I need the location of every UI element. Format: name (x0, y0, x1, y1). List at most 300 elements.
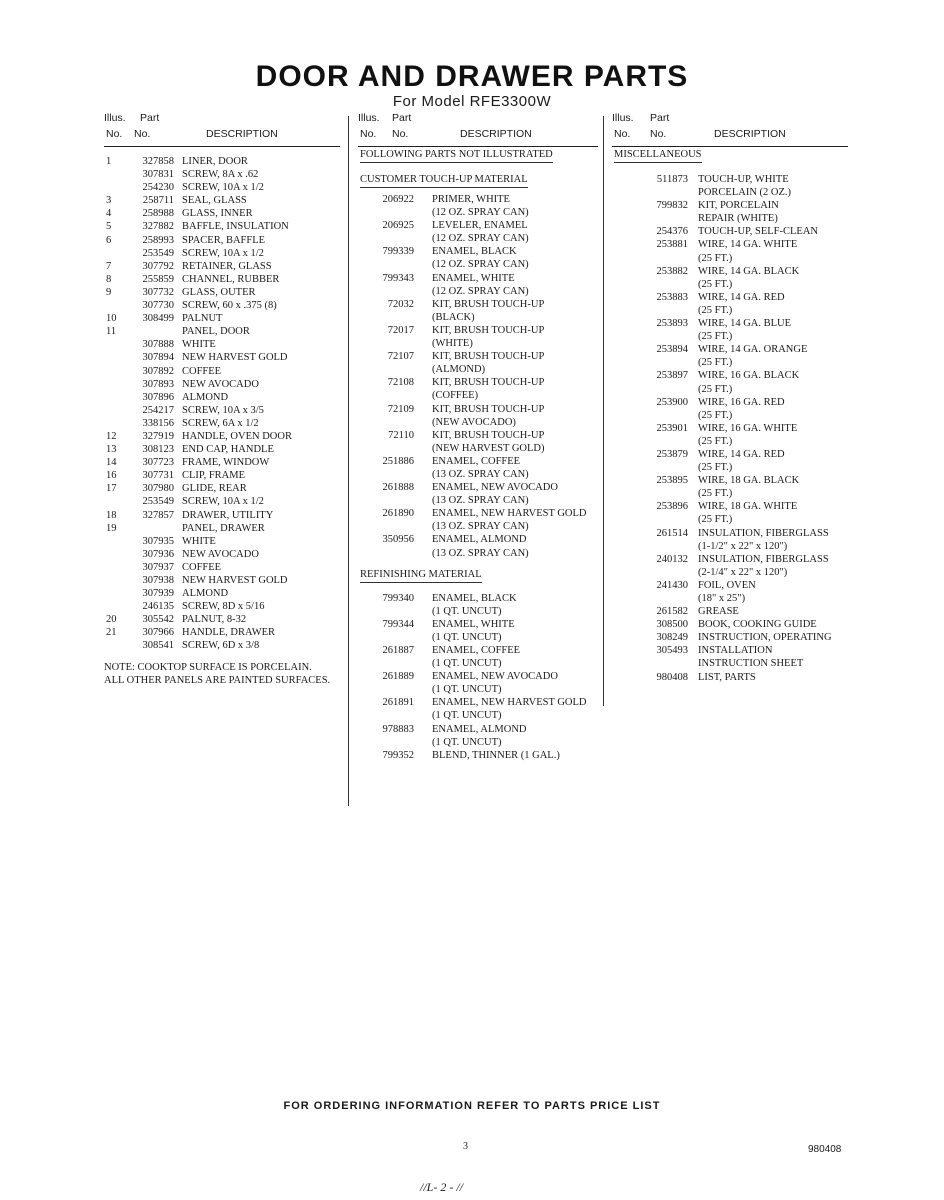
part-number: 307892 (142, 365, 174, 377)
page-title: DOOR AND DRAWER PARTS (255, 60, 689, 93)
part-row (358, 683, 598, 696)
part-number: 254217 (142, 404, 174, 416)
part-row (104, 207, 340, 220)
part-description: KIT, BRUSH TOUCH-UP (432, 403, 545, 415)
part-row (612, 592, 848, 605)
part-description: (1 QT. UNCUT) (432, 605, 502, 617)
part-description: (12 OZ. SPRAY CAN) (432, 233, 529, 245)
header-part-no: No. (392, 128, 409, 140)
part-description: ENAMEL, NEW AVOCADO (432, 482, 558, 494)
part-row (612, 527, 848, 540)
section-refinishing-label: REFINISHING MATERIAL (360, 568, 482, 583)
header-illus-no: No. (106, 128, 123, 140)
header-part: Part (392, 112, 412, 124)
part-number: 307731 (142, 470, 174, 482)
part-description: WIRE, 18 GA. BLACK (698, 475, 800, 487)
part-row (612, 409, 848, 422)
part-description: ENAMEL, NEW HARVEST GOLD (432, 697, 587, 709)
part-number: 253893 (656, 318, 688, 330)
part-description: WIRE, 14 GA. WHITE (698, 239, 798, 251)
part-row (358, 232, 598, 245)
part-number: 305542 (142, 614, 174, 626)
part-description: HANDLE, DRAWER (182, 627, 276, 639)
part-row (612, 671, 848, 684)
part-row (358, 631, 598, 644)
part-row (612, 265, 848, 278)
part-number: 261888 (382, 482, 414, 494)
parts-column-1 (104, 110, 340, 687)
part-description: KIT, BRUSH TOUCH-UP (432, 377, 545, 389)
part-number: 305493 (656, 645, 688, 657)
part-description: (25 FT.) (698, 331, 733, 343)
part-description: (12 OZ. SPRAY CAN) (432, 207, 529, 219)
part-number: 799340 (382, 592, 414, 604)
part-row (358, 350, 598, 363)
part-description: (25 FT.) (698, 304, 733, 316)
part-number: 254230 (142, 182, 174, 194)
part-number: 253897 (656, 370, 688, 382)
part-number: 253882 (656, 265, 688, 277)
part-row (612, 396, 848, 409)
part-number: 799344 (382, 618, 414, 630)
part-description: WIRE, 16 GA. WHITE (698, 422, 798, 434)
part-description: (13 OZ. SPRAY CAN) (432, 468, 529, 480)
header-part-no: No. (134, 128, 151, 140)
part-row (104, 391, 340, 404)
part-number: 799343 (382, 272, 414, 284)
part-number: 307792 (142, 260, 174, 272)
part-description: (25 FT.) (698, 462, 733, 474)
part-description: INSULATION, FIBERGLASS (698, 527, 829, 539)
part-description: (25 FT.) (698, 409, 733, 421)
part-row (612, 238, 848, 251)
part-description: (WHITE) (432, 338, 473, 350)
part-number: 253901 (656, 422, 688, 434)
part-row (104, 430, 340, 443)
part-number: 307732 (142, 286, 174, 298)
part-number: 253549 (142, 247, 174, 259)
part-number: 253896 (656, 501, 688, 513)
part-number: 307893 (142, 378, 174, 390)
miscellaneous-list (612, 173, 848, 684)
part-number: 308123 (142, 444, 174, 456)
part-row (612, 631, 848, 644)
illus-number: 9 (106, 286, 112, 298)
parts-column-3 (612, 110, 848, 684)
part-row (358, 749, 598, 762)
part-row (358, 258, 598, 271)
header-part: Part (650, 112, 670, 124)
part-description: (1 QT. UNCUT) (432, 684, 502, 696)
part-description: WIRE, 16 GA. RED (698, 396, 785, 408)
part-row (104, 456, 340, 469)
part-row (612, 605, 848, 618)
part-description: WHITE (182, 339, 216, 351)
part-row (358, 429, 598, 442)
part-row (104, 482, 340, 495)
part-description: SCREW, 8A x .62 (182, 169, 259, 181)
part-number: 261890 (382, 508, 414, 520)
part-description: (25 FT.) (698, 252, 733, 264)
part-row (104, 561, 340, 574)
part-row (104, 495, 340, 508)
column-divider (603, 116, 604, 706)
part-number: 253879 (656, 448, 688, 460)
header-description: DESCRIPTION (460, 128, 532, 140)
part-number: 980408 (656, 671, 688, 683)
part-row (104, 417, 340, 430)
part-description: (NEW AVOCADO) (432, 416, 516, 428)
part-row (104, 378, 340, 391)
header-illus: Illus. (104, 112, 126, 124)
part-row (612, 383, 848, 396)
part-description: (25 FT.) (698, 488, 733, 500)
part-description: (12 OZ. SPRAY CAN) (432, 285, 529, 297)
part-description: WIRE, 14 GA. RED (698, 291, 785, 303)
header-illus-no: No. (360, 128, 377, 140)
part-description: ALMOND (182, 588, 229, 600)
illus-number: 12 (106, 430, 117, 442)
part-description: SCREW, 10A x 3/5 (182, 404, 264, 416)
part-row (612, 644, 848, 657)
part-number: 799352 (382, 749, 414, 761)
part-row (612, 212, 848, 225)
part-row (358, 723, 598, 736)
part-row (358, 376, 598, 389)
part-description: (25 FT.) (698, 514, 733, 526)
part-description: (COFFEE) (432, 390, 479, 402)
part-description: CHANNEL, RUBBER (182, 273, 280, 285)
part-number: 253900 (656, 396, 688, 408)
part-row (358, 696, 598, 709)
part-number: 258993 (142, 234, 174, 246)
part-number: 978883 (382, 723, 414, 735)
part-description: ENAMEL, COFFEE (432, 455, 521, 467)
part-row (612, 657, 848, 670)
part-description: KIT, BRUSH TOUCH-UP (432, 351, 545, 363)
part-row (104, 325, 340, 338)
part-number: 253895 (656, 475, 688, 487)
part-row (358, 455, 598, 468)
part-row (612, 487, 848, 500)
part-row (104, 600, 340, 613)
header-description: DESCRIPTION (206, 128, 278, 140)
note-line: NOTE: COOKTOP SURFACE IS PORCELAIN. (104, 661, 312, 673)
part-description: (NEW HARVEST GOLD) (432, 442, 545, 454)
part-description: BOOK, COOKING GUIDE (698, 619, 817, 631)
part-number: 307938 (142, 575, 174, 586)
part-number: 72017 (387, 324, 414, 336)
part-row (358, 605, 598, 618)
part-description: (25 FT.) (698, 278, 733, 290)
part-description: SPACER, BAFFLE (182, 234, 266, 246)
part-number: 307723 (142, 457, 174, 469)
part-number: 327857 (142, 509, 174, 521)
part-row (104, 365, 340, 378)
part-description: ENAMEL, COFFEE (432, 645, 521, 656)
part-row (358, 547, 598, 560)
part-description: LINER, DOOR (182, 156, 248, 167)
part-row (104, 522, 340, 535)
part-description: INSULATION, FIBERGLASS (698, 553, 829, 565)
part-number: 255859 (142, 273, 174, 285)
part-number: 308249 (656, 632, 688, 644)
part-row (358, 206, 598, 219)
part-row (358, 468, 598, 481)
part-description: COFFEE (182, 561, 222, 573)
header-illus: Illus. (612, 112, 634, 124)
part-row (612, 173, 848, 186)
part-description: SCREW, 6D x 3/8 (182, 640, 260, 652)
part-number: 253883 (656, 291, 688, 303)
part-description: (25 FT.) (698, 383, 733, 395)
part-description: FOIL, OVEN (698, 579, 756, 591)
part-description: ENAMEL, BLACK (432, 246, 517, 258)
part-row (104, 404, 340, 417)
document-number: 980408 (808, 1144, 842, 1155)
illus-number: 1 (106, 156, 112, 167)
part-number: 327882 (142, 221, 174, 233)
part-description: (1 QT. UNCUT) (432, 658, 502, 670)
part-row (358, 442, 598, 455)
note (104, 661, 340, 687)
illus-number: 16 (106, 470, 117, 482)
part-number: 307939 (142, 588, 174, 600)
part-row (358, 416, 598, 429)
header-illus: Illus. (358, 112, 380, 124)
part-row (612, 618, 848, 631)
part-row (612, 435, 848, 448)
part-description: NEW AVOCADO (182, 548, 259, 560)
part-row (612, 448, 848, 461)
part-description: NEW HARVEST GOLD (182, 575, 288, 586)
part-description: (1 QT. UNCUT) (432, 631, 502, 643)
part-row (104, 574, 340, 587)
part-description: (1-1/2" x 22" x 120") (698, 540, 788, 552)
part-description: ENAMEL, BLACK (432, 592, 517, 604)
part-description: (18" x 25") (698, 593, 746, 604)
illus-number: 11 (106, 326, 117, 338)
part-number: 72107 (387, 351, 414, 363)
part-description: END CAP, HANDLE (182, 444, 274, 456)
part-row (358, 644, 598, 657)
part-row (358, 403, 598, 416)
part-row (612, 317, 848, 330)
part-description: GLASS, OUTER (182, 286, 256, 298)
part-number: 307966 (142, 627, 174, 639)
part-row (358, 245, 598, 258)
part-description: CLIP, FRAME (182, 470, 246, 482)
part-number: 327919 (142, 430, 174, 442)
illus-number: 20 (106, 614, 117, 626)
part-description: SCREW, 10A x 1/2 (182, 247, 264, 259)
illus-number: 18 (106, 509, 117, 521)
part-number: 350956 (382, 534, 414, 546)
part-description: (BLACK) (432, 311, 475, 323)
part-number: 253881 (656, 239, 688, 251)
part-description: SCREW, 60 x .375 (8) (182, 300, 277, 312)
part-row (612, 291, 848, 304)
part-number: 261887 (382, 645, 414, 656)
part-description: BLEND, THINNER (1 GAL.) (432, 749, 560, 761)
part-row (358, 481, 598, 494)
part-row (612, 369, 848, 382)
part-number: 799339 (382, 246, 414, 258)
part-description: INSTRUCTION SHEET (698, 658, 804, 670)
part-description: GLASS, INNER (182, 208, 253, 220)
part-row (358, 298, 598, 311)
part-number: 253894 (656, 344, 688, 356)
part-description: SEAL, GLASS (182, 195, 247, 207)
part-number: 258988 (142, 208, 174, 220)
part-row (104, 548, 340, 561)
part-description: ALMOND (182, 391, 229, 403)
part-number: 261582 (656, 606, 688, 618)
part-description: PALNUT, 8-32 (182, 614, 247, 626)
section-misc-label: MISCELLANEOUS (614, 148, 702, 163)
part-number: 307980 (142, 483, 174, 495)
part-number: 240132 (656, 553, 688, 565)
part-description: FRAME, WINDOW (182, 457, 270, 469)
part-row (104, 247, 340, 260)
section-following-label: FOLLOWING PARTS NOT ILLUSTRATED (360, 148, 553, 163)
part-description: NEW HARVEST GOLD (182, 352, 288, 364)
part-description: (25 FT.) (698, 357, 733, 369)
part-number: 261514 (656, 527, 688, 539)
part-description: (12 OZ. SPRAY CAN) (432, 259, 529, 271)
part-row (612, 186, 848, 199)
header-part-no: No. (650, 128, 667, 140)
part-row (104, 626, 340, 639)
part-row (104, 181, 340, 194)
part-number: 258711 (142, 195, 174, 207)
part-number: 307935 (142, 535, 174, 547)
part-row (358, 670, 598, 683)
note-line: ALL OTHER PANELS ARE PAINTED SURFACES. (104, 674, 331, 686)
part-description: ENAMEL, WHITE (432, 618, 515, 630)
illus-number: 14 (106, 457, 117, 469)
part-description: PANEL, DOOR (182, 326, 250, 338)
part-row (612, 252, 848, 265)
part-number: 72110 (388, 429, 414, 441)
part-number: 307894 (142, 352, 174, 364)
part-row (358, 520, 598, 533)
page-number: 3 (463, 1141, 468, 1152)
section-heading (358, 147, 598, 165)
part-description: (1 QT. UNCUT) (432, 736, 502, 748)
part-row (104, 312, 340, 325)
part-row (358, 657, 598, 670)
part-row (358, 533, 598, 546)
part-number: 241430 (656, 579, 688, 591)
part-description: (1 QT. UNCUT) (432, 710, 502, 722)
part-number: 308499 (142, 313, 174, 325)
part-row (358, 324, 598, 337)
illus-number: 5 (106, 221, 112, 233)
illus-number: 4 (106, 208, 112, 220)
part-description: (13 OZ. SPRAY CAN) (432, 521, 529, 533)
part-description: WIRE, 16 GA. BLACK (698, 370, 800, 382)
part-description: (25 FT.) (698, 435, 733, 447)
part-description: WIRE, 14 GA. BLUE (698, 318, 792, 330)
illus-number: 13 (106, 444, 117, 456)
part-description: WIRE, 14 GA. ORANGE (698, 344, 808, 356)
customer-touchup-list (358, 193, 598, 560)
part-description: LEVELER, ENAMEL (432, 220, 528, 232)
part-row (104, 338, 340, 351)
part-number: 246135 (142, 601, 174, 613)
part-description: KIT, PORCELAIN (698, 200, 779, 212)
handwritten-mark: //L- 2 - // (420, 1180, 464, 1194)
part-row (612, 343, 848, 356)
part-row (612, 513, 848, 526)
part-row (104, 234, 340, 247)
part-description: PANEL, DRAWER (182, 522, 265, 534)
part-description: INSTALLATION (698, 645, 773, 657)
column-header (612, 110, 848, 147)
part-row (612, 278, 848, 291)
part-number: 307888 (142, 339, 174, 351)
part-description: ENAMEL, NEW HARVEST GOLD (432, 508, 587, 520)
part-description: WHITE (182, 535, 216, 547)
part-description: INSTRUCTION, OPERATING (698, 632, 832, 644)
part-description: ENAMEL, WHITE (432, 272, 515, 284)
part-row (358, 618, 598, 631)
part-description: RETAINER, GLASS (182, 260, 272, 272)
part-number: 72109 (387, 403, 414, 415)
part-number: 307896 (142, 391, 174, 403)
part-row (358, 193, 598, 206)
section-customer-label: CUSTOMER TOUCH-UP MATERIAL (360, 173, 528, 188)
part-row (612, 579, 848, 592)
part-number: 307831 (142, 169, 174, 181)
part-description: REPAIR (WHITE) (698, 213, 778, 225)
part-row (104, 587, 340, 600)
part-number: 307936 (142, 548, 174, 560)
part-description: SCREW, 6A x 1/2 (182, 417, 259, 429)
part-row (358, 592, 598, 605)
part-description: COFFEE (182, 365, 222, 377)
part-description: PRIMER, WHITE (432, 194, 510, 205)
part-description: ENAMEL, ALMOND (432, 723, 527, 735)
illus-number: 10 (106, 313, 117, 325)
part-row (612, 304, 848, 317)
illus-number: 21 (106, 627, 117, 639)
part-description: (2-1/4" x 22" x 120") (698, 566, 788, 578)
part-row (358, 389, 598, 402)
parts-list (104, 155, 340, 653)
part-description: (13 OZ. SPRAY CAN) (432, 547, 529, 559)
illus-number: 8 (106, 273, 112, 285)
column-header (104, 110, 340, 147)
part-description: ENAMEL, ALMOND (432, 534, 527, 546)
part-description: GLIDE, REAR (182, 483, 247, 495)
part-row (612, 199, 848, 212)
part-number: 254376 (656, 226, 688, 238)
part-number: 308541 (142, 640, 174, 652)
part-description: PORCELAIN (2 OZ.) (698, 187, 792, 199)
part-row (358, 363, 598, 376)
part-description: WIRE, 18 GA. WHITE (698, 501, 798, 513)
part-row (358, 736, 598, 749)
section-heading (358, 560, 598, 586)
part-row (358, 494, 598, 507)
part-description: NEW AVOCADO (182, 378, 259, 390)
part-description: SCREW, 8D x 5/16 (182, 601, 265, 613)
part-description: WIRE, 14 GA. BLACK (698, 265, 800, 277)
part-row (612, 356, 848, 369)
part-row (104, 535, 340, 548)
